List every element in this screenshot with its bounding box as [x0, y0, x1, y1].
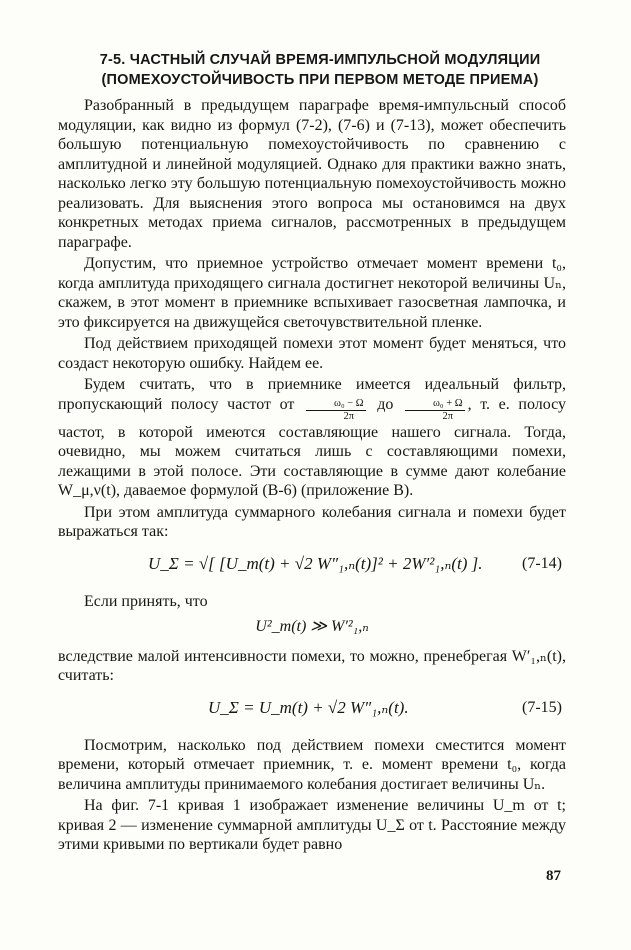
paragraph-9: На фиг. 7-1 кривая 1 изображает изменение величины U_m от t; кривая 2 — изменение суммарной амплитуды U_Σ от t. Расстояние между этими кривыми по вертикали будет равно	[58, 797, 566, 853]
paragraph-4-part-a: Будем считать, что в приемнике имеется идеальный фильтр, пропускающий полосу частот от	[58, 376, 566, 413]
paragraph-1: Разобранный в предыдущем параграфе время-импульсный способ модуляции, как видно из формул (7-2), (7-6) и (7-13), может обеспечить большую потенциальную помехоустойчивость по сравнению с амплитудной и линейной модуляцией. Однако для практики важно знать, насколько легко эту большую потенциальную помехоустойчивость можно реализовать. Для выяснения этого вопроса мы остановимся на двух конкретных методах приема сигналов, рассмотренных в предыдущем параграфе.	[58, 97, 566, 251]
equation-formula: U_Σ = U_m(t) + √2 W″₁,ₙ(t).	[208, 697, 409, 717]
paragraph-4-part-b: до	[377, 395, 394, 413]
fraction-numerator: ω₀ + Ω	[405, 398, 465, 411]
fraction-lower-bound	[306, 398, 366, 423]
equation-7-14	[58, 546, 566, 588]
paragraph-8: Посмотрим, насколько под действием помехи сместится момент времени, который отмечает приемник, т. е. момент времени t₀, когда величина амплитуды принимаемого колебания достигает величины Uₙ.	[58, 736, 566, 793]
condition-formula: U²_m(t) ≫ W′²₁,ₙ	[255, 618, 369, 635]
paragraph-4-part-c: , т. е. полосу частот, в которой имеются составляющие нашего сигнала. Тогда, очевидно, мы можем считаться лишь с составляющими помехи, лежащими в этой полосе. Эти составляющие в сумме дают колебание W_μ,ν(t), даваемое формулой (В-6) (приложение В).	[58, 395, 566, 499]
fraction-denominator: 2π	[343, 410, 355, 422]
fraction-denominator: 2π	[442, 410, 454, 422]
heading-line-2: (ПОМЕХОУСТОЙЧИВОСТЬ ПРИ ПЕРВОМ МЕТОДЕ ПРИЕМА)	[101, 72, 539, 88]
equation-7-15	[58, 690, 566, 732]
body-text	[58, 96, 566, 857]
paragraph-2: Допустим, что приемное устройство отмечает момент времени t₀, когда амплитуда приходящего сигнала достигнет некоторой величины Uₙ, скажем, в этот момент в приемнике вспыхивает газосветная лампочка, и это фиксируется на движущейся светочувствительной пленке.	[58, 255, 566, 331]
paragraph-5: При этом амплитуда суммарного колебания сигнала и помехи будет выражаться так:	[58, 503, 566, 540]
equation-number: (7-15)	[522, 698, 562, 716]
fraction-numerator: ω₀ − Ω	[306, 398, 366, 411]
paragraph-7: вследствие малой интенсивности помехи, то можно, пренебрегая W′₁,ₙ(t), считать:	[58, 647, 566, 684]
paragraph-3: Под действием приходящей помехи этот момент будет меняться, что создаст некоторую ошибку. Найдем ее.	[58, 335, 566, 372]
paragraph-6: Если принять, что	[84, 592, 208, 610]
equation-formula: U_Σ = √[ [U_m(t) + √2 W″₁,ₙ(t)]² + 2W′²₁,ₙ(t) ].	[148, 553, 483, 573]
page-number: 87	[546, 868, 561, 884]
section-heading	[60, 50, 580, 90]
paragraph-4	[58, 375, 566, 501]
equation-number: (7-14)	[522, 554, 562, 572]
heading-line-1: 7-5. ЧАСТНЫЙ СЛУЧАЙ ВРЕМЯ-ИМПУЛЬСНОЙ МОДУЛЯЦИИ	[99, 52, 541, 68]
fraction-upper-bound	[405, 398, 465, 423]
